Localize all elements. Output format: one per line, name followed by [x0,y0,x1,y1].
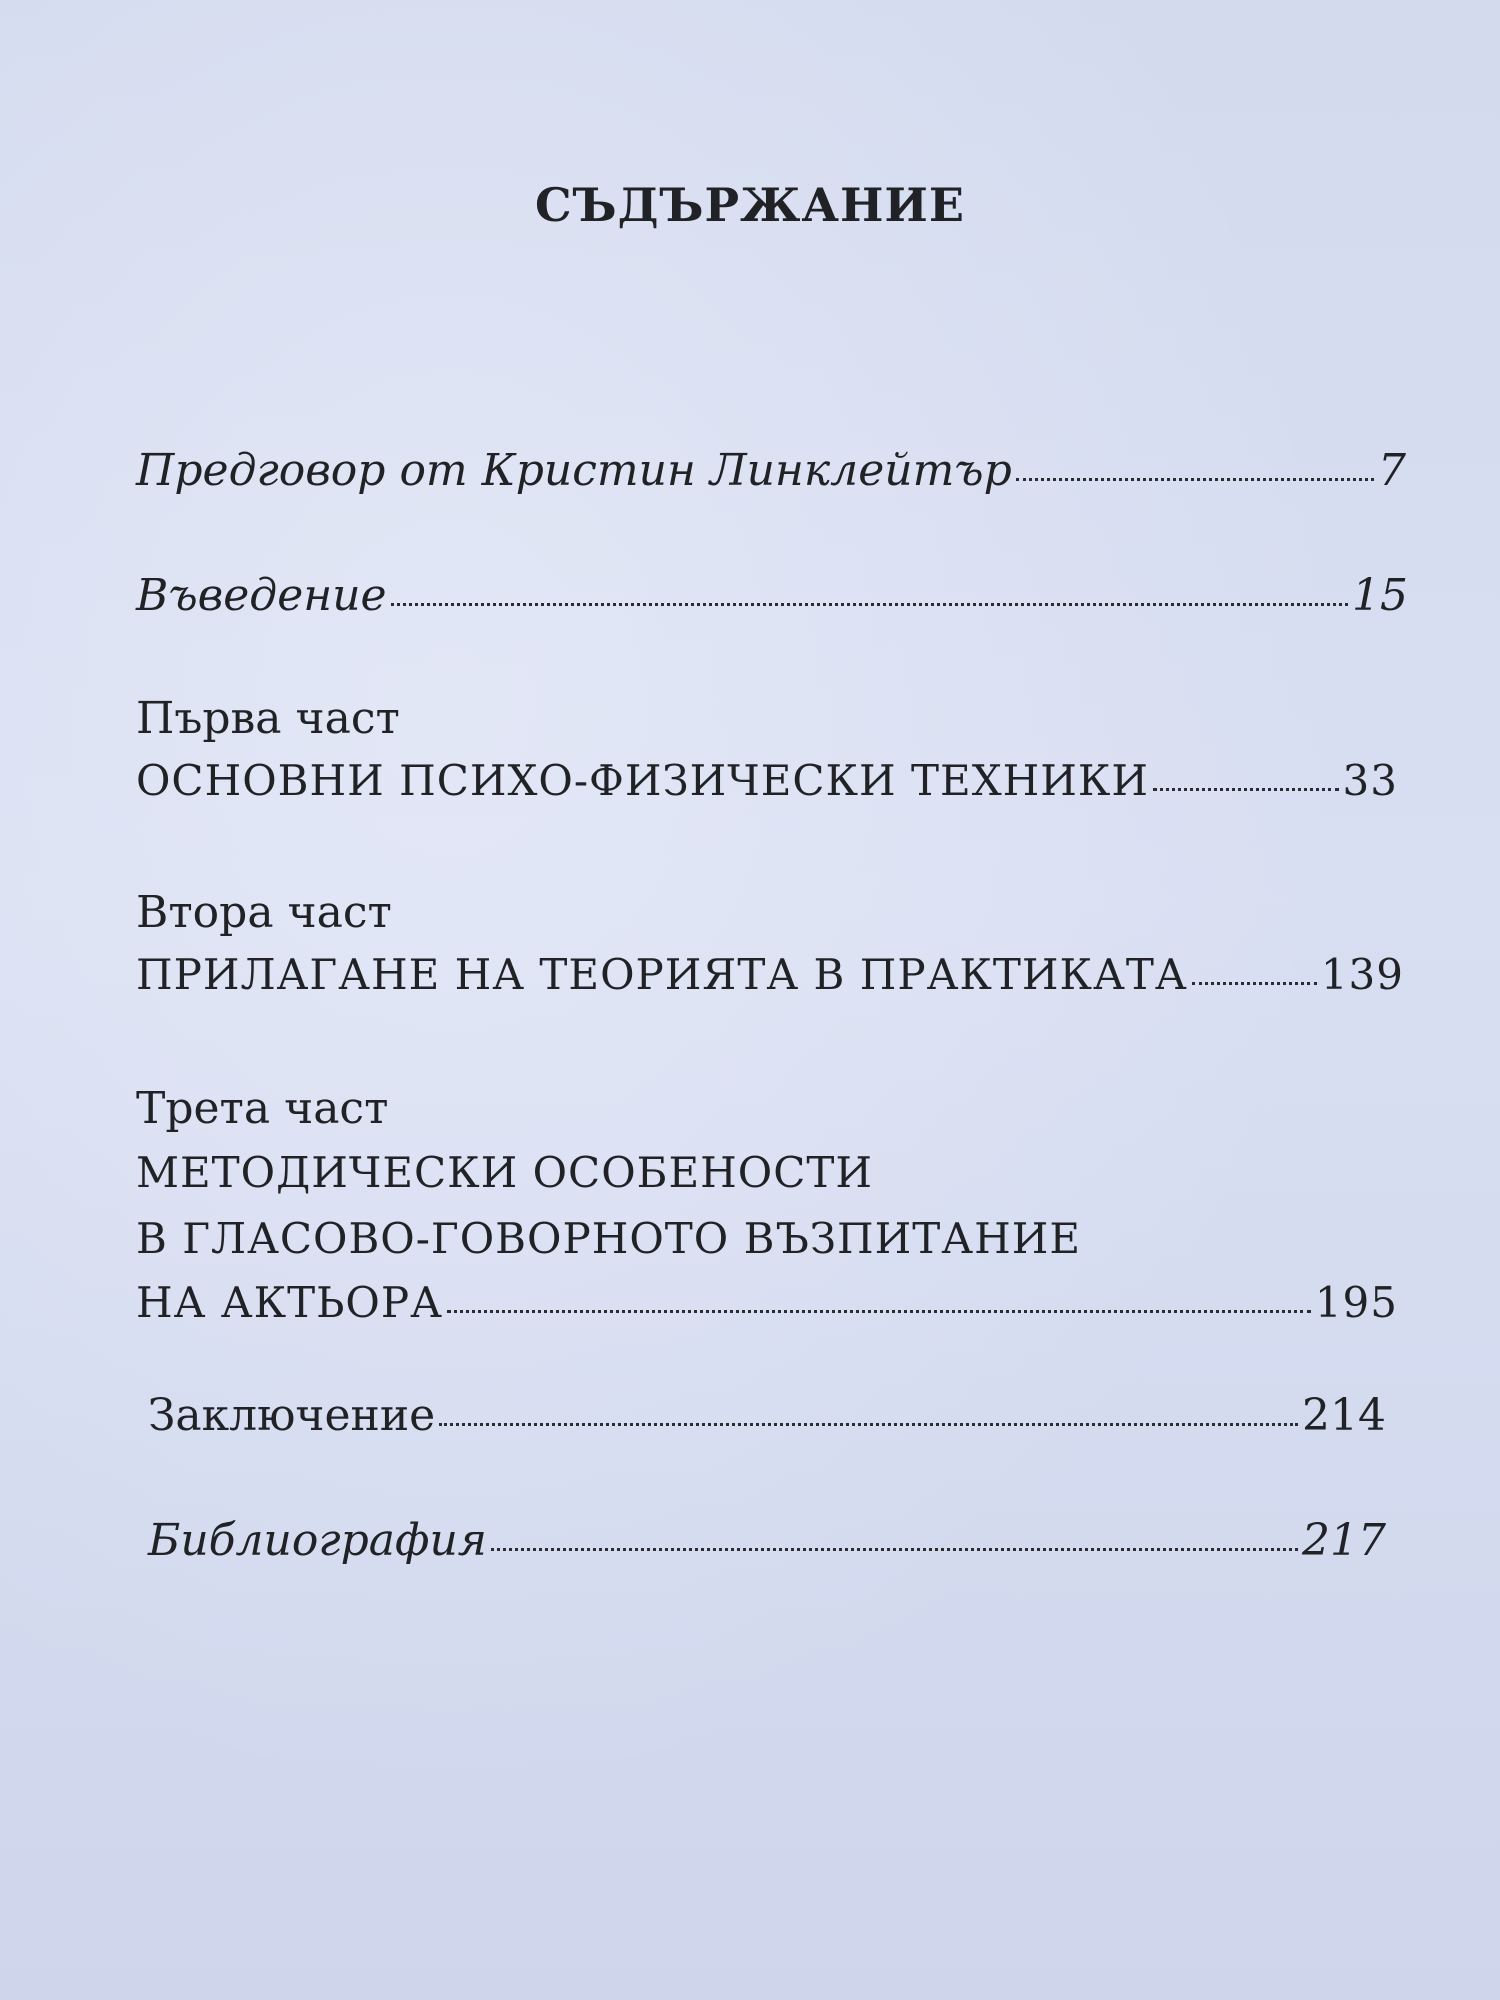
toc-entry-introduction[interactable] [136,565,1408,627]
toc-entry-part-3[interactable] [136,1078,1398,1334]
dot-leader [491,1548,1298,1551]
part-heading: Трета част [136,1083,389,1134]
toc-entry-bibliography[interactable] [148,1510,1386,1572]
toc-page-number: 7 [1378,445,1406,496]
toc-page-number: 15 [1352,570,1408,621]
toc-entry-label: Предговор от Кристин Линклейтър [136,445,1012,496]
part-heading: Втора част [136,887,392,938]
dot-leader [1153,788,1339,791]
part-heading: Първа част [136,693,400,744]
toc-entry-label: ОСНОВНИ ПСИХО-ФИЗИЧЕСКИ ТЕХНИКИ [136,756,1149,805]
toc-entry-label: Заключение [148,1390,436,1441]
page-title: СЪДЪРЖАНИЕ [535,178,965,232]
toc-entry-part-2[interactable] [136,882,1404,1006]
toc-page-number: 195 [1314,1278,1398,1327]
toc-page-number: 33 [1342,756,1398,805]
toc-entry-title-line: В ГЛАСОВО-ГОВОРНОТО ВЪЗПИТАНИЕ [136,1214,1081,1263]
toc-entry-part-1[interactable] [136,688,1398,812]
toc-page-number: 217 [1302,1515,1386,1566]
dot-leader [1016,478,1374,481]
toc-entry-label: НА АКТЬОРА [136,1278,443,1327]
dot-leader [439,1423,1298,1426]
dot-leader [447,1310,1311,1313]
toc-page-number: 214 [1302,1390,1386,1441]
dot-leader [391,603,1348,606]
toc-entry-title-line: МЕТОДИЧЕСКИ ОСОБЕНОСТИ [136,1148,873,1197]
dot-leader [1192,982,1317,985]
toc-entry-label: Въведение [136,570,387,621]
toc-entry-label: ПРИЛАГАНЕ НА ТЕОРИЯТА В ПРАКТИКАТА [136,950,1188,999]
toc-entry-conclusion[interactable] [148,1385,1386,1447]
toc-entry-label: Библиография [148,1515,487,1566]
toc-entry-foreword[interactable] [136,440,1406,502]
toc-page-number: 139 [1320,950,1404,999]
